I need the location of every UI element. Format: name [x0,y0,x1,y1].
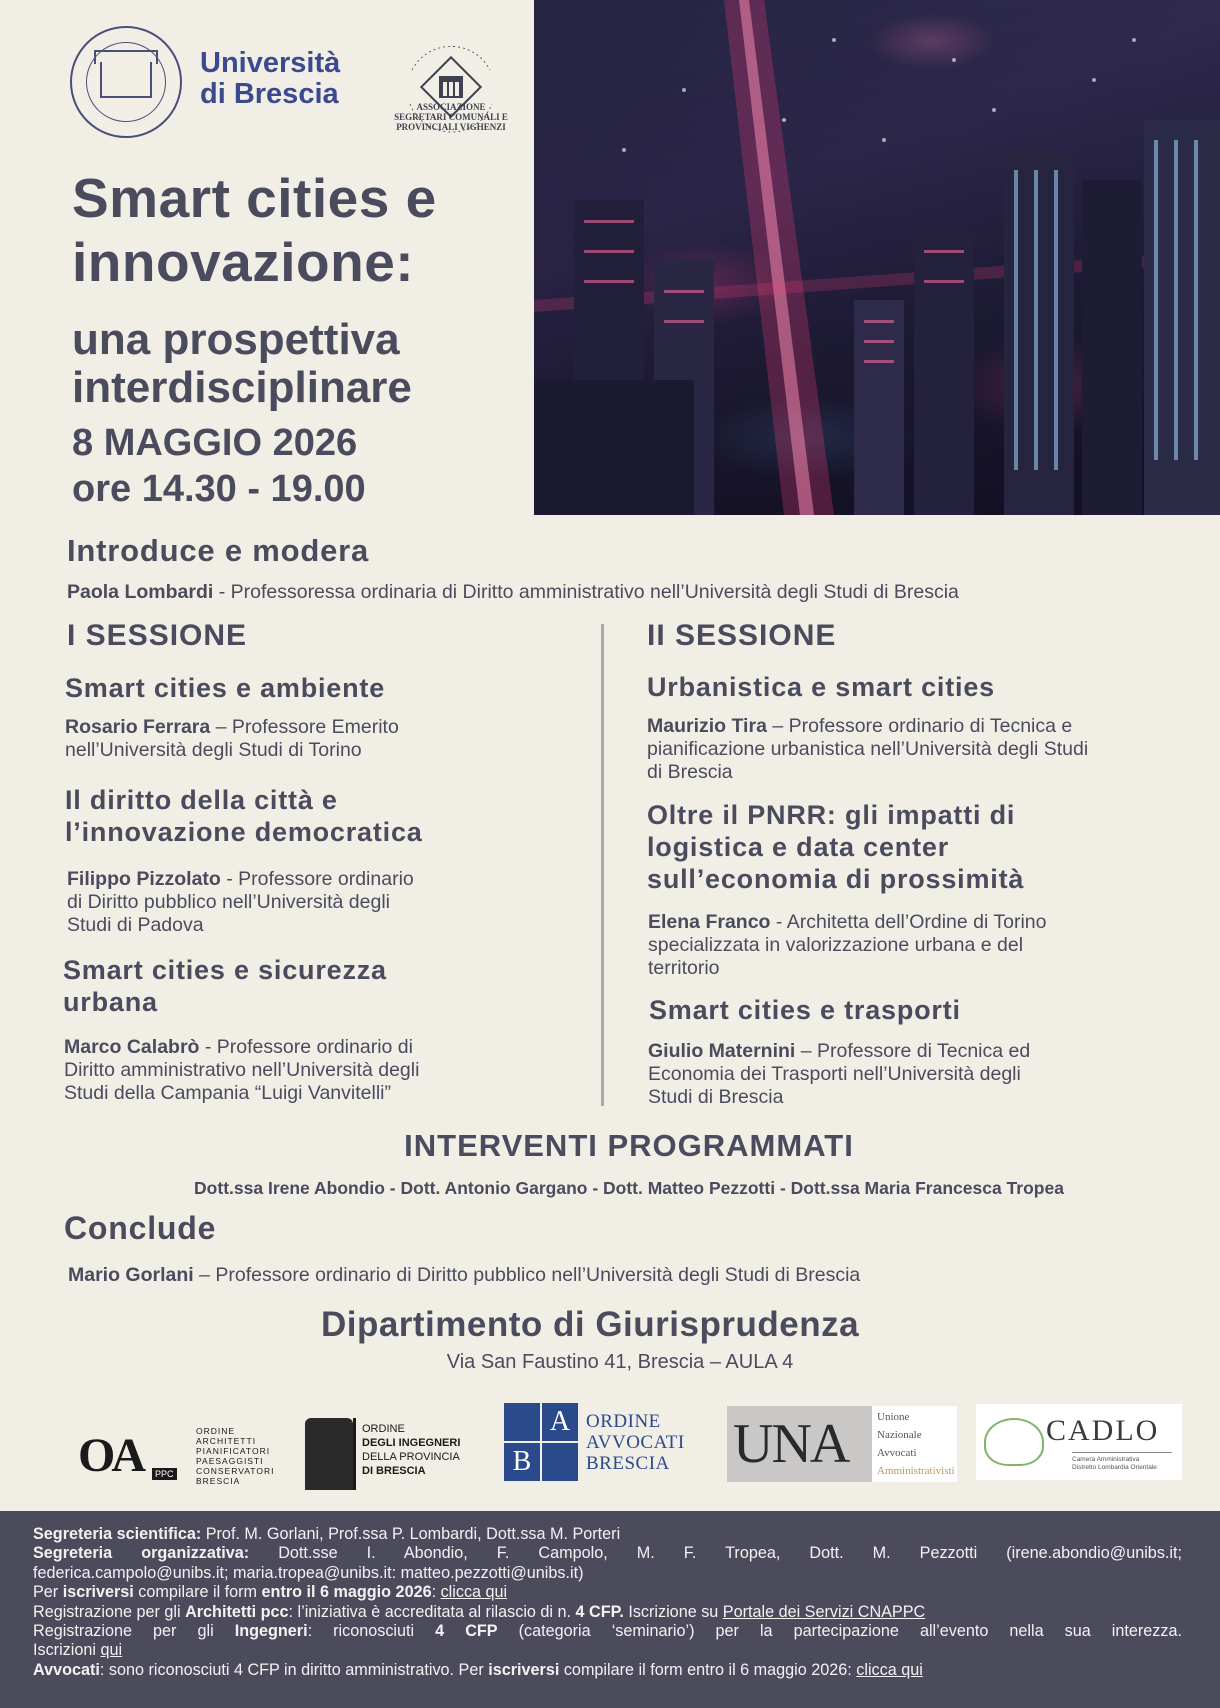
talk-title: Smart cities e ambiente [65,673,386,703]
una-logo: UNA Unione Nazionale Avvocati Amministrativisti [727,1406,957,1482]
venue-department: Dipartimento di Giurisprudenza [320,1305,860,1344]
interventi-heading: INTERVENTI PROGRAMMATI [404,1128,854,1163]
avvocati-link[interactable]: clicca qui [856,1660,923,1679]
iscrizione-line: Per iscriversi compilare il form entro il 6 maggio 2026: clicca qui [33,1583,508,1602]
cnappc-link[interactable]: Portale dei Servizi CNAPPC [722,1602,926,1621]
talk-title: Urbanistica e smart cities [647,672,995,702]
event-title: Smart cities e innovazione: [72,167,437,293]
talk-title: Oltre il PNRR: gli impatti di logistica e data center sull’economia di prossimità [647,800,1025,894]
city-night-image [534,0,1220,515]
university-seal-logo [70,26,182,138]
interventi-names: Dott.ssa Irene Abondio - Dott. Antonio Gargano - Dott. Matteo Pezzotti - Dott.ssa Maria Francesca Tropea [194,1178,1064,1198]
intro-heading: Introduce e modera [67,533,370,568]
event-subtitle: una prospettiva interdisciplinare [72,315,412,412]
venue-address: Via San Faustino 41, Brescia – AULA 4 [446,1351,794,1373]
association-name: ASSOCIAZIONE SEGRETARI COMUNALI E PROVINCIALI VIGHENZI [394,102,508,132]
speaker-tira: Maurizio Tira – Professore ordinario di Tecnica e pianificazione urbanistica nell’Università degli Studi di Brescia [647,715,1089,783]
cadlo-logo: CADLO Camera Amministrativa Distretto Lombardia Orientale [976,1404,1182,1480]
session2-heading: II SESSIONE [647,619,837,652]
session1-heading: I SESSIONE [67,619,248,652]
ingegneri-link[interactable]: qui [100,1641,123,1660]
session-divider [601,624,604,1106]
speaker-calabro: Marco Calabrò - Professore ordinario di Diritto amministrativo nell’Università degli Studi della Campania “Luigi Vanvitelli” [64,1036,420,1104]
architetti-line: Registrazione per gli Architetti pcc: l’iniziativa è accreditata al rilascio di n. 4 CFP. Iscrizione su Portale dei Servizi CNAPPC [33,1602,926,1621]
footer-info [0,1511,1220,1708]
speaker-franco: Elena Franco - Architetta dell’Ordine di Torino specializzata in valorizzazione urbana e del territorio [648,911,1047,979]
talk-title: Smart cities e sicurezza urbana [63,955,387,1017]
segreteria-scientifica: Segreteria scientifica: Prof. M. Gorlani, Prof.ssa P. Lombardi, Dott.ssa M. Porteri [33,1525,621,1543]
conclude-speaker: Mario Gorlani – Professore ordinario di Diritto pubblico nell’Università degli Studi di Brescia [68,1264,861,1286]
talk-title: Smart cities e trasporti [649,995,961,1025]
avvocati-line: Avvocati: sono riconosciuti 4 CFP in diritto amministrativo. Per iscriversi compilare il form entro il 6 maggio 2026: clicca qui [33,1660,923,1679]
university-name: Università di Brescia [200,47,341,110]
ingegneri-iscrizioni: Iscrizioni qui [33,1641,123,1660]
segreteria-organizzativa: Segreteria organizzativa: Dott.sse I. Abondio, F. Campolo, M. F. Tropea, Dott. M. Pezzotti (irene.abondio@unibs.it; [33,1544,1182,1563]
association-logo [392,30,510,142]
intro-moderator: Paola Lombardi - Professoressa ordinaria di Diritto amministrativo nell’Università degli Studi di Brescia [67,581,959,603]
talk-title: Il diritto della città e l’innovazione democratica [65,785,423,847]
event-date: 8 MAGGIO 2026 ore 14.30 - 19.00 [72,422,366,510]
iscrizione-link[interactable]: clicca qui [440,1583,508,1602]
ordine-ingegneri-logo: ORDINE DEGLI INGEGNERI DELLA PROVINCIA DI BRESCIA [305,1418,480,1490]
ordine-avvocati-logo: A B ORDINE AVVOCATI BRESCIA [504,1403,704,1483]
ordine-architetti-logo: OA PPC ORDINE ARCHITETTI PIANIFICATORI PAESAGGISTI CONSERVATORI BRESCIA [78,1426,275,1486]
conclude-heading: Conclude [64,1210,217,1246]
speaker-pizzolato: Filippo Pizzolato - Professore ordinario di Diritto pubblico nell’Università degli Studi di Padova [67,868,414,936]
speaker-ferrara: Rosario Ferrara – Professore Emerito nell’Università degli Studi di Torino [65,716,399,761]
segreteria-emails: federica.campolo@unibs.it; maria.tropea@unibs.it: matteo.pezzotti@unibs.it) [33,1563,584,1582]
speaker-maternini: Giulio Maternini – Professore di Tecnica ed Economia dei Trasporti nell’Università degli Studi di Brescia [648,1040,1031,1108]
ingegneri-line: Registrazione per gli Ingegneri: riconosciuti 4 CFP (categoria ‘seminario’) per la partecipazione all’evento nella sua interezza. [33,1622,1182,1641]
